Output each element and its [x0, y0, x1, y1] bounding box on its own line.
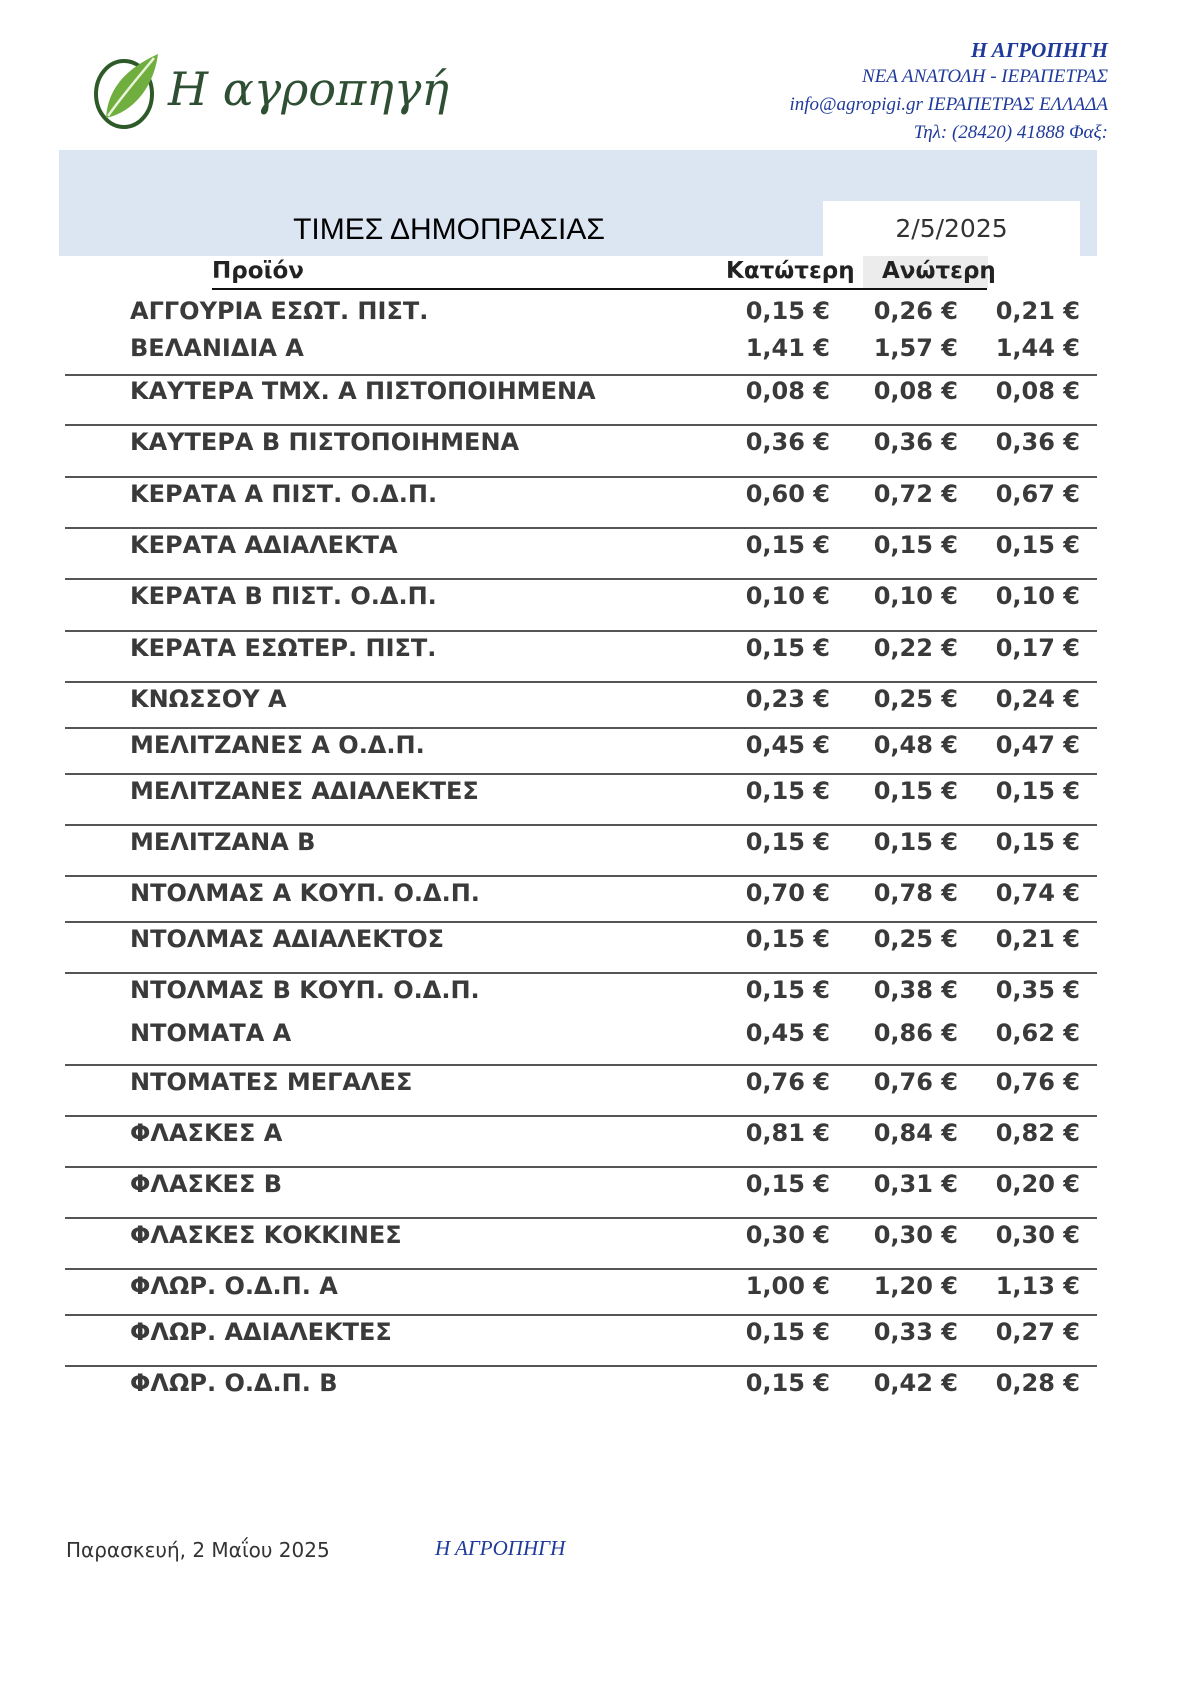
price-high: 0,84 € [873, 1119, 958, 1147]
table-row [130, 1019, 1082, 1059]
price-avg: 0,47 € [995, 731, 1080, 759]
row-divider [65, 1166, 1097, 1168]
price-high: 0,15 € [873, 531, 958, 559]
product-name: ΚΕΡΑΤΑ Α ΠΙΣΤ. Ο.Δ.Π. [130, 480, 438, 508]
price-avg: 0,35 € [995, 976, 1080, 1004]
price-low: 0,23 € [745, 685, 830, 713]
price-low: 0,30 € [745, 1221, 830, 1249]
price-avg: 0,20 € [995, 1170, 1080, 1198]
price-avg: 0,15 € [995, 777, 1080, 805]
table-row [130, 297, 1082, 337]
price-high: 0,33 € [873, 1318, 958, 1346]
product-name: ΑΓΓΟΥΡΙΑ ΕΣΩΤ. ΠΙΣΤ. [130, 297, 429, 325]
price-low: 0,15 € [745, 531, 830, 559]
table-row [130, 582, 1082, 622]
price-avg: 0,62 € [995, 1019, 1080, 1047]
row-divider [65, 727, 1097, 729]
price-avg: 0,21 € [995, 297, 1080, 325]
product-name: ΜΕΛΙΤΖΑΝΕΣ ΑΔΙΑΛΕΚΤΕΣ [130, 777, 479, 805]
price-high: 0,15 € [873, 777, 958, 805]
price-high: 0,38 € [873, 976, 958, 1004]
product-name: ΒΕΛΑΝΙΔΙΑ Α [130, 334, 304, 362]
price-high: 0,31 € [873, 1170, 958, 1198]
price-avg: 0,28 € [995, 1369, 1080, 1397]
price-avg: 0,27 € [995, 1318, 1080, 1346]
company-name: Η ΑΓΡΟΠΗΓΗ [970, 38, 1108, 62]
price-low: 0,15 € [745, 1318, 830, 1346]
table-row [130, 1170, 1082, 1210]
company-phone: Τηλ: (28420) 41888 Φαξ: [913, 122, 1108, 143]
price-low: 0,45 € [745, 731, 830, 759]
product-name: ΚΕΡΑΤΑ ΑΔΙΑΛΕΚΤΑ [130, 531, 398, 559]
table-row [130, 1369, 1082, 1409]
price-high: 0,22 € [873, 634, 958, 662]
leaf-logo-icon [88, 48, 168, 138]
product-name: ΚΕΡΑΤΑ Β ΠΙΣΤ. Ο.Δ.Π. [130, 582, 437, 610]
product-name: ΦΛΑΣΚΕΣ Α [130, 1119, 283, 1147]
price-low: 0,60 € [745, 480, 830, 508]
footer-company: Η ΑΓΡΟΠΗΓΗ [435, 1536, 566, 1560]
product-name: ΦΛΩΡ. Ο.Δ.Π. Α [130, 1272, 338, 1300]
row-divider [65, 1115, 1097, 1117]
price-high: 0,26 € [873, 297, 958, 325]
table-row [130, 777, 1082, 817]
table-row [130, 925, 1082, 965]
table-row [130, 334, 1082, 374]
price-high: 0,15 € [873, 828, 958, 856]
price-high: 0,42 € [873, 1369, 958, 1397]
price-low: 0,76 € [745, 1068, 830, 1096]
price-high: 0,72 € [873, 480, 958, 508]
table-row [130, 1221, 1082, 1261]
price-avg: 1,13 € [995, 1272, 1080, 1300]
price-low: 0,70 € [745, 879, 830, 907]
column-header-high: Ανώτερη [882, 258, 996, 284]
price-low: 0,45 € [745, 1019, 830, 1047]
product-name: ΚΝΩΣΣΟΥ Α [130, 685, 287, 713]
row-divider [65, 578, 1097, 580]
row-divider [65, 1365, 1097, 1367]
row-divider [65, 1064, 1097, 1066]
price-avg: 0,24 € [995, 685, 1080, 713]
row-divider [65, 681, 1097, 683]
row-divider [65, 374, 1097, 376]
row-divider [65, 424, 1097, 426]
price-low: 1,41 € [745, 334, 830, 362]
row-divider [65, 630, 1097, 632]
row-divider [65, 476, 1097, 478]
product-name: ΦΛΩΡ. ΑΔΙΑΛΕΚΤΕΣ [130, 1318, 392, 1346]
table-row [130, 976, 1082, 1016]
price-low: 0,15 € [745, 925, 830, 953]
price-high: 0,10 € [873, 582, 958, 610]
company-location: ΝΕΑ ΑΝΑΤΟΛΗ - ΙΕΡΑΠΕΤΡΑΣ [862, 66, 1108, 87]
price-high: 0,86 € [873, 1019, 958, 1047]
price-low: 0,15 € [745, 828, 830, 856]
table-row [130, 828, 1082, 868]
price-high: 1,57 € [873, 334, 958, 362]
price-avg: 0,30 € [995, 1221, 1080, 1249]
price-low: 0,15 € [745, 1369, 830, 1397]
table-row [130, 480, 1082, 520]
price-high: 0,25 € [873, 685, 958, 713]
price-high: 0,30 € [873, 1221, 958, 1249]
table-row [130, 685, 1082, 725]
product-name: ΝΤΟΛΜΑΣ Α ΚΟΥΠ. Ο.Δ.Π. [130, 879, 480, 907]
table-row [130, 1318, 1082, 1358]
product-name: ΚΑΥΤΕΡΑ Β ΠΙΣΤΟΠΟΙΗΜΕΝΑ [130, 428, 520, 456]
table-row [130, 377, 1082, 417]
price-low: 1,00 € [745, 1272, 830, 1300]
column-header-low: Κατώτερη [726, 258, 855, 284]
row-divider [65, 1268, 1097, 1270]
price-high: 1,20 € [873, 1272, 958, 1300]
price-low: 0,15 € [745, 634, 830, 662]
price-high: 0,78 € [873, 879, 958, 907]
price-avg: 0,08 € [995, 377, 1080, 405]
price-low: 0,15 € [745, 1170, 830, 1198]
price-avg: 0,76 € [995, 1068, 1080, 1096]
price-low: 0,81 € [745, 1119, 830, 1147]
price-high: 0,76 € [873, 1068, 958, 1096]
table-row [130, 1119, 1082, 1159]
table-row [130, 1068, 1082, 1108]
header-underline [212, 288, 987, 290]
price-avg: 0,17 € [995, 634, 1080, 662]
row-divider [65, 875, 1097, 877]
price-avg: 0,67 € [995, 480, 1080, 508]
product-name: ΦΛΑΣΚΕΣ ΚΟΚΚΙΝΕΣ [130, 1221, 402, 1249]
price-high: 0,36 € [873, 428, 958, 456]
row-divider [65, 1217, 1097, 1219]
price-avg: 1,44 € [995, 334, 1080, 362]
price-low: 0,15 € [745, 976, 830, 1004]
row-divider [65, 527, 1097, 529]
price-avg: 0,36 € [995, 428, 1080, 456]
product-name: ΚΑΥΤΕΡΑ ΤΜΧ. Α ΠΙΣΤΟΠΟΙΗΜΕΝΑ [130, 377, 596, 405]
price-avg: 0,15 € [995, 828, 1080, 856]
price-avg: 0,21 € [995, 925, 1080, 953]
price-low: 0,36 € [745, 428, 830, 456]
table-row [130, 428, 1082, 468]
price-high: 0,25 € [873, 925, 958, 953]
row-divider [65, 773, 1097, 775]
table-row [130, 531, 1082, 571]
product-name: ΝΤΟΛΜΑΣ Β ΚΟΥΠ. Ο.Δ.Π. [130, 976, 480, 1004]
table-row [130, 879, 1082, 919]
table-row [130, 731, 1082, 771]
price-low: 0,08 € [745, 377, 830, 405]
row-divider [65, 921, 1097, 923]
product-name: ΦΛΩΡ. Ο.Δ.Π. Β [130, 1369, 338, 1397]
row-divider [65, 972, 1097, 974]
product-name: ΝΤΟΜΑΤΕΣ ΜΕΓΑΛΕΣ [130, 1068, 413, 1096]
price-avg: 0,10 € [995, 582, 1080, 610]
company-header [789, 38, 1108, 147]
price-avg: 0,15 € [995, 531, 1080, 559]
product-name: ΜΕΛΙΤΖΑΝΕΣ Α Ο.Δ.Π. [130, 731, 425, 759]
product-name: ΚΕΡΑΤΑ ΕΣΩΤΕΡ. ΠΙΣΤ. [130, 634, 437, 662]
footer-date: Παρασκευή, 2 Μαΐου 2025 [66, 1538, 330, 1562]
price-avg: 0,82 € [995, 1119, 1080, 1147]
company-email: info@agropigi.gr ΙΕΡΑΠΕΤΡΑΣ ΕΛΛΑΔΑ [789, 94, 1108, 115]
product-name: ΝΤΟΜΑΤΑ Α [130, 1019, 292, 1047]
price-low: 0,15 € [745, 777, 830, 805]
product-name: ΦΛΑΣΚΕΣ Β [130, 1170, 282, 1198]
price-high: 0,48 € [873, 731, 958, 759]
logo-wordmark: Η αγροπηγή [168, 62, 449, 116]
page-title: ΤΙΜΕΣ ΔΗΜΟΠΡΑΣΙΑΣ [293, 213, 605, 246]
price-high: 0,08 € [873, 377, 958, 405]
column-header-product: Προϊόν [212, 258, 304, 284]
auction-date: 2/5/2025 [823, 201, 1080, 256]
product-name: ΜΕΛΙΤΖΑΝΑ Β [130, 828, 316, 856]
price-low: 0,15 € [745, 297, 830, 325]
row-divider [65, 1314, 1097, 1316]
row-divider [65, 824, 1097, 826]
price-avg: 0,74 € [995, 879, 1080, 907]
price-low: 0,10 € [745, 582, 830, 610]
table-row [130, 1272, 1082, 1312]
product-name: ΝΤΟΛΜΑΣ ΑΔΙΑΛΕΚΤΟΣ [130, 925, 445, 953]
table-row [130, 634, 1082, 674]
